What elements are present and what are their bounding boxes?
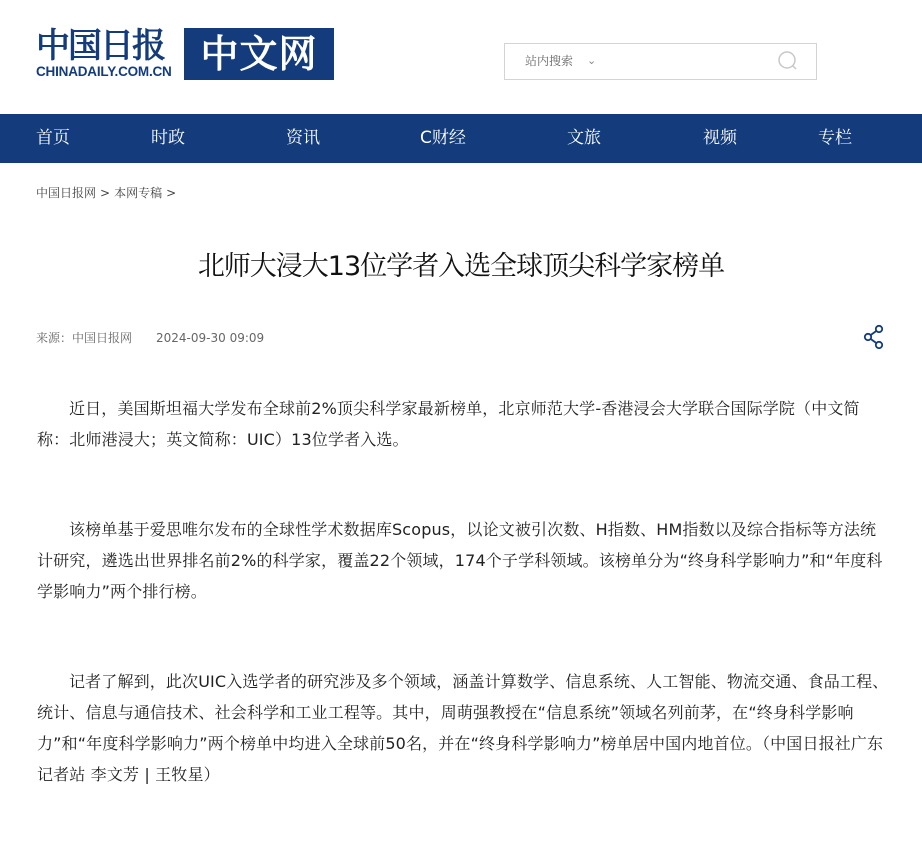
breadcrumb-home[interactable]: 中国日报网 <box>36 186 97 200</box>
nav-item-home[interactable]: 首页 <box>36 128 70 148</box>
nav-item-columns[interactable]: 专栏 <box>818 128 852 148</box>
logo-domain: CHINADAILY.COM.CN <box>36 64 172 79</box>
logo-chinese-name: 中国日报 <box>36 26 164 66</box>
nav-item-finance[interactable]: C财经 <box>420 128 466 148</box>
search-button[interactable] <box>769 46 807 76</box>
breadcrumb-separator: > <box>166 186 177 200</box>
logo-channel-box: 中文网 <box>184 28 334 80</box>
nav-item-politics[interactable]: 时政 <box>151 128 185 148</box>
article-paragraph: 记者了解到，此次UIC入选学者的研究涉及多个领域，涵盖计算数学、信息系统、人工智能、物流交通、食品工程、统计、信息与通信技术、社会科学和工业工程等。其中，周萌强教授在“信息系统”领域名列前茅，在“终身科学影响力”和“年度科学影响力”两个榜单中均进入全球前50名，并在“终身科学影响力”榜单居中国内地首位。（中国日报社广东记者站 李文芳 | 王牧星） <box>37 672 889 784</box>
search-icon <box>769 46 807 76</box>
search-input[interactable] <box>609 48 763 76</box>
article-date: 2024-09-30 09:09 <box>156 331 265 345</box>
nav-item-video[interactable]: 视频 <box>703 128 737 148</box>
article-paragraph: 该榜单基于爱思唯尔发布的全球性学术数据库Scopus，以论文被引次数、H指数、HM指数以及综合指标等方法统计研究，遴选出世界排名前2%的科学家，覆盖22个领域，174个子学科领域。该榜单分为“终身科学影响力”和“年度科学影响力”两个排行榜。 <box>37 520 883 601</box>
site-search <box>504 43 817 80</box>
site-header <box>0 0 922 114</box>
article-paragraph: 近日，美国斯坦福大学发布全球前2%顶尖科学家最新榜单，北京师范大学-香港浸会大学联合国际学院（中文简称：北师港浸大；英文简称：UIC）13位学者入选。 <box>37 399 860 449</box>
share-icon <box>862 324 886 350</box>
chevron-down-icon[interactable]: ⌄ <box>587 54 597 67</box>
breadcrumb <box>36 184 180 201</box>
search-scope-select[interactable]: 站内搜索 <box>525 54 574 68</box>
breadcrumb-section[interactable]: 本网专稿 <box>114 186 163 200</box>
breadcrumb-separator: > <box>100 186 111 200</box>
main-nav <box>0 114 922 163</box>
nav-item-news[interactable]: 资讯 <box>286 128 320 148</box>
article-meta <box>36 329 264 346</box>
article-body <box>37 393 891 849</box>
article-title: 北师大浸大13位学者入选全球顶尖科学家榜单 <box>197 251 725 282</box>
nav-item-travel[interactable]: 文旅 <box>567 128 601 148</box>
article-source: 来源：中国日报网 <box>36 331 133 345</box>
share-button[interactable] <box>862 324 886 350</box>
